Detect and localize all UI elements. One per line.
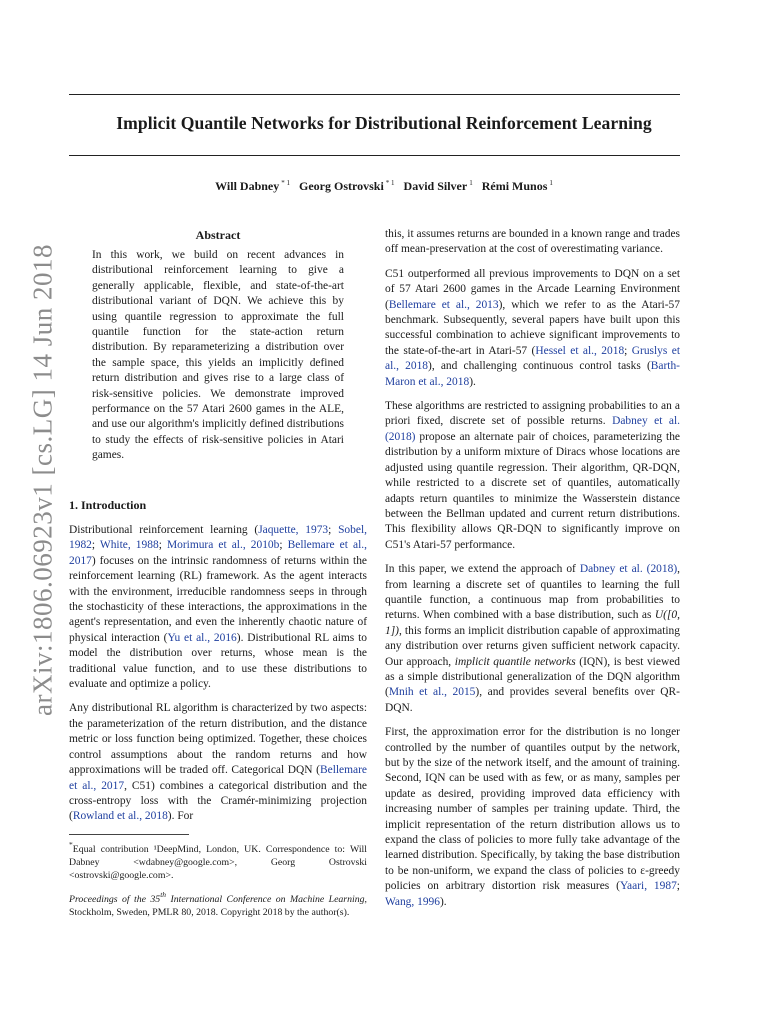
citation-link[interactable]: Bellemare et al., 2017 [69,764,367,792]
footnote-rule [69,834,189,835]
abstract-body: In this work, we build on recent advances in distributional reinforcement learning to give a generally applicable, flexible, and state-of-the-art distributional variant of DQN. We achieve this by using quantile regression to approximate the full quantile function for the state-action return distribution. By reparameterizing a distribution over the sample space, this yields an implicitly defined return distribution and gives rise to a large class of risk-sensitive policies. We demonstrate improved performance on the 57 Atari 2600 games in the ALE, and use our algorithm's implicitly defined distributions to study the effects of risk-sensitive policies in Atari games. [92,249,344,462]
citation-link[interactable]: Morimura et al., 2010b [166,539,280,552]
paper-title: Implicit Quantile Networks for Distributional Reinforcement Learning [116,113,652,133]
citation-link[interactable]: Barth-Maron et al., 2018 [385,360,680,388]
citation-link[interactable]: Gruslys et al., 2018 [385,344,681,373]
proceedings-note: Proceedings of the 35th International Conference on Machine Learning, Stockholm, Sweden, PMLR 80, 2018. Copyright 2018 by the author(s). [69,890,367,919]
arxiv-stamp: arXiv:1806.06923v1 [cs.LG] 14 Jun 2018 [27,244,58,716]
paragraph: These algorithms are restricted to assigning probabilities to an a priori fixed, discrete set of possible returns. Dabney et al. (2018) propose an alternate pair of choices, parameterizing the distribution by a uniform mixture of Diracs whose locations are adjusted using quantile regression. Their algorithm, QR-DQN, while restricted to a discrete set of quantiles, automatically adapts return quantiles to minimize the Wasserstein distance between the Bellman updated and current return distributions. This flexibility allows QR-DQN to significantly improve on C51's Atari-57 performance. [385,400,681,551]
citation-link[interactable]: Rowland et al., 2018 [72,810,168,823]
citation-link[interactable]: Yaari, 1987 [619,880,677,893]
section-heading-introduction: 1. Introduction [69,498,147,512]
author-list [40,179,728,194]
author: Will Dabney $^{* 1}$ [215,179,290,193]
citation-link[interactable]: Jaquette, 1973 [258,524,329,536]
citation-link[interactable]: Wang, 1996 [385,895,440,908]
title-top-rule [69,94,680,95]
abstract-heading: Abstract [195,228,241,242]
math-expression: U([0, 1]) [385,609,680,637]
paragraph: this, it assumes returns are bounded in a known range and trades off mean-preservation at the cost of overestimating variance. [385,228,680,256]
citation-link[interactable]: White, 1988 [99,539,159,552]
citation-link[interactable]: Bellemare et al., 2017 [69,539,367,567]
footnote: *Equal contribution ¹DeepMind, London, UK. Correspondence to: Will Dabney <wdabney@google.com>, Georg Ostrovski <ostrovski@google.com>. [69,840,367,882]
paragraph: In this paper, we extend the approach of Dabney et al. (2018), from learning a discrete set of quantiles to learning the full quantile function, a continuous map from probabilities to returns. When combined with a base distribution, such as U([0, 1]), this forms an implicit distribution capable of approximating any distribution over returns given sufficient network capacity. Our approach, implicit quantile networks (IQN), is best viewed as a simple distributional generalization of the DQN algorithm (Mnih et al., 2015), and provides several benefits over QR-DQN. [385,563,680,714]
citation-link[interactable]: Bellemare et al., 2013 [388,298,499,311]
paragraph: First, the approximation error for the distribution is no longer controlled by the number of quantiles output by the network, but by the size of the network itself, and the amount of training. Second, IQN can be used with as few, or as many, samples per update as desired, providing improved data efficiency with increasing number of samples per training update. Third, the implicit representation of the return distribution allows us to expand the class of policies to more fully take advantage of the learned distribution. Specifically, by taking the base distribution to be non-uniform, we expand the class of policies to ε-greedy policies on arbitrary distortion risk measures (Yaari, 1987; Wang, 1996). [385,726,680,908]
citation-link[interactable]: Mnih et al., 2015 [388,686,476,699]
author: Georg Ostrovski $^{* 1}$ [299,179,395,193]
introduction-body [69,523,367,834]
citation-link[interactable]: Yu et al., 2016 [167,631,237,644]
title-bottom-rule [69,155,680,156]
citation-link[interactable]: Dabney et al. (2018) [579,563,678,576]
citation-link[interactable]: Hessel et al., 2018 [535,344,625,357]
right-column [385,227,680,919]
author: David Silver $^1$ [403,179,473,193]
paragraph: Distributional reinforcement learning (Jaquette, 1973; Sobel, 1982; White, 1988; Morimura et al., 2010b; Bellemare et al., 2017) focuses on the intrinsic randomness of returns within the reinforcement learning (RL) framework. As the agent interacts with the environment, irreducible randomness seeps in through the stochasticity of these interactions, the approximations in the agent's representation, and even the inherently chaotic nature of physical interaction (Yu et al., 2016). Distributional RL aims to model the distribution over returns, whose mean is the traditional value function, and to use these distributions to evaluate and optimize a policy. [69,524,367,691]
paragraph: Any distributional RL algorithm is characterized by two aspects: the parameterization of the return distribution, and the distance metric or loss function being optimized. Together, these choices control assumptions about the random returns and how approximations will be traded off. Categorical DQN (Bellemare et al., 2017, C51) combines a categorical distribution and the cross-entropy loss with the Cramér-minimizing projection (Rowland et al., 2018). For [69,702,367,823]
citation-link[interactable]: Dabney et al. (2018) [385,415,681,443]
emphasis: implicit quantile networks [454,655,576,668]
citation-link[interactable]: Sobel, 1982 [69,524,367,552]
paragraph: C51 outperformed all previous improvements to DQN on a set of 57 Atari 2600 games in the Arcade Learning Environment (Bellemare et al., 2013), which we refer to as the Atari-57 benchmark. Subsequently, several papers have built upon this successful combination to achieve significant improvements to the state-of-the-art in Atari-57 (Hessel et al., 2018; Gruslys et al., 2018), and challenging continuous control tasks (Barth-Maron et al., 2018). [385,267,681,388]
author: Rémi Munos $^1$ [481,179,553,193]
